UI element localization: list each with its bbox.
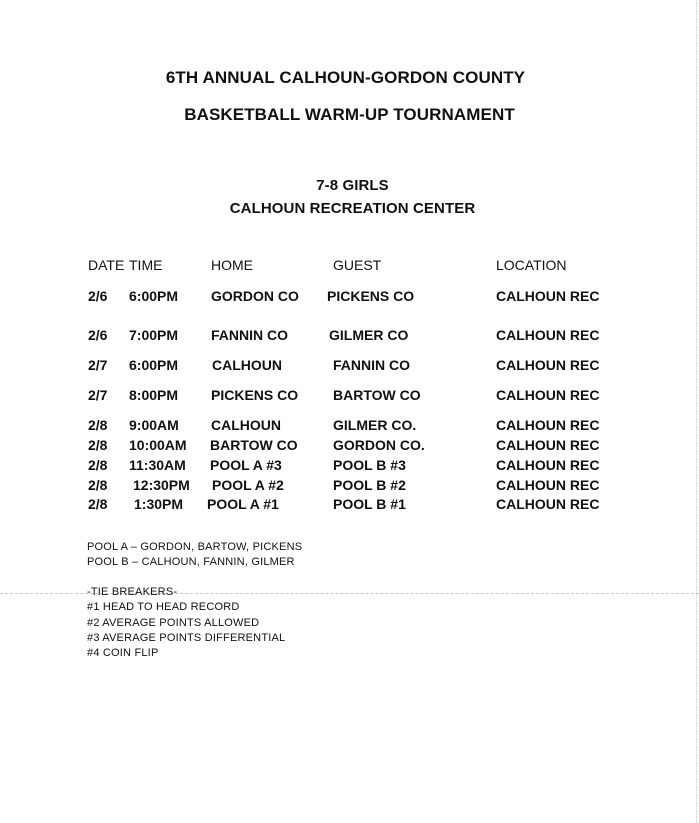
- header-home: HOME: [211, 257, 253, 273]
- cell-home: POOL A #3: [210, 457, 282, 473]
- cell-time: 6:00PM: [129, 288, 179, 304]
- cell-location: CALHOUN REC: [496, 327, 600, 343]
- cell-time: 11:30AM: [129, 457, 186, 473]
- cell-guest: POOL B #2: [333, 477, 406, 493]
- cell-location: CALHOUN REC: [496, 417, 600, 433]
- list-item: #3 AVERAGE POINTS DIFFERENTIAL: [87, 632, 286, 644]
- cell-home: FANNIN CO: [211, 327, 288, 343]
- page-edge-artifact: [696, 0, 697, 823]
- header-date: DATE: [88, 257, 125, 273]
- cell-home: PICKENS CO: [211, 387, 299, 403]
- cell-date: 2/6: [88, 288, 108, 304]
- cell-date: 2/8: [88, 437, 108, 453]
- cell-time: 1:30PM: [134, 496, 184, 512]
- tournament-title: 6TH ANNUAL CALHOUN-GORDON COUNTY: [165, 68, 526, 87]
- division-label: 7-8 GIRLS: [316, 177, 389, 194]
- cell-guest: PICKENS CO: [327, 288, 415, 304]
- cell-guest: POOL B #3: [333, 457, 406, 473]
- cell-time: 8:00PM: [129, 387, 179, 403]
- list-item: #1 HEAD TO HEAD RECORD: [87, 601, 240, 613]
- cell-guest: GILMER CO.: [333, 417, 417, 433]
- cell-home: POOL A #1: [207, 496, 279, 512]
- tournament-subtitle: BASKETBALL WARM-UP TOURNAMENT: [184, 105, 515, 124]
- cell-time: 6:00PM: [129, 357, 179, 373]
- cell-guest: FANNIN CO: [333, 357, 410, 373]
- list-item: #2 AVERAGE POINTS ALLOWED: [87, 617, 260, 629]
- cell-guest: POOL B #1: [333, 496, 406, 512]
- cell-time: 7:00PM: [129, 327, 179, 343]
- tie-breakers-heading-text: TIE BREAKERS-: [90, 586, 178, 598]
- list-item: #4 COIN FLIP: [87, 647, 159, 659]
- cell-location: CALHOUN REC: [496, 387, 600, 403]
- cell-home: POOL A #2: [212, 477, 284, 493]
- cell-date: 2/7: [88, 387, 108, 403]
- pool-b-note: POOL B – CALHOUN, FANNIN, GILMER: [87, 556, 295, 568]
- cell-date: 2/6: [88, 327, 108, 343]
- cell-home: CALHOUN: [212, 357, 282, 373]
- cell-time: 10:00AM: [129, 437, 187, 453]
- cell-date: 2/8: [88, 496, 108, 512]
- cell-guest: BARTOW CO: [333, 387, 421, 403]
- venue-label: CALHOUN RECREATION CENTER: [229, 200, 476, 217]
- cell-home: CALHOUN: [211, 417, 281, 433]
- cell-location: CALHOUN REC: [496, 496, 600, 512]
- cell-guest: GILMER CO: [329, 327, 409, 343]
- header-time: TIME: [129, 257, 163, 273]
- header-location: LOCATION: [496, 257, 567, 273]
- cell-time: 12:30PM: [133, 477, 190, 493]
- cell-guest: GORDON CO.: [333, 437, 425, 453]
- cell-date: 2/8: [88, 477, 108, 493]
- pool-a-note: POOL A – GORDON, BARTOW, PICKENS: [87, 541, 303, 553]
- header-guest: GUEST: [333, 257, 382, 273]
- cell-location: CALHOUN REC: [496, 457, 600, 473]
- cell-date: 2/8: [88, 457, 108, 473]
- cell-location: CALHOUN REC: [496, 357, 600, 373]
- cell-location: CALHOUN REC: [496, 437, 600, 453]
- cell-date: 2/7: [88, 357, 108, 373]
- cell-home: GORDON CO: [211, 288, 299, 304]
- cell-date: 2/8: [88, 417, 108, 433]
- tie-breakers-heading: -TIE BREAKERS-: [87, 586, 178, 598]
- cell-time: 9:00AM: [129, 417, 179, 433]
- cell-location: CALHOUN REC: [496, 477, 600, 493]
- cell-home: BARTOW CO: [210, 437, 298, 453]
- cell-location: CALHOUN REC: [496, 288, 600, 304]
